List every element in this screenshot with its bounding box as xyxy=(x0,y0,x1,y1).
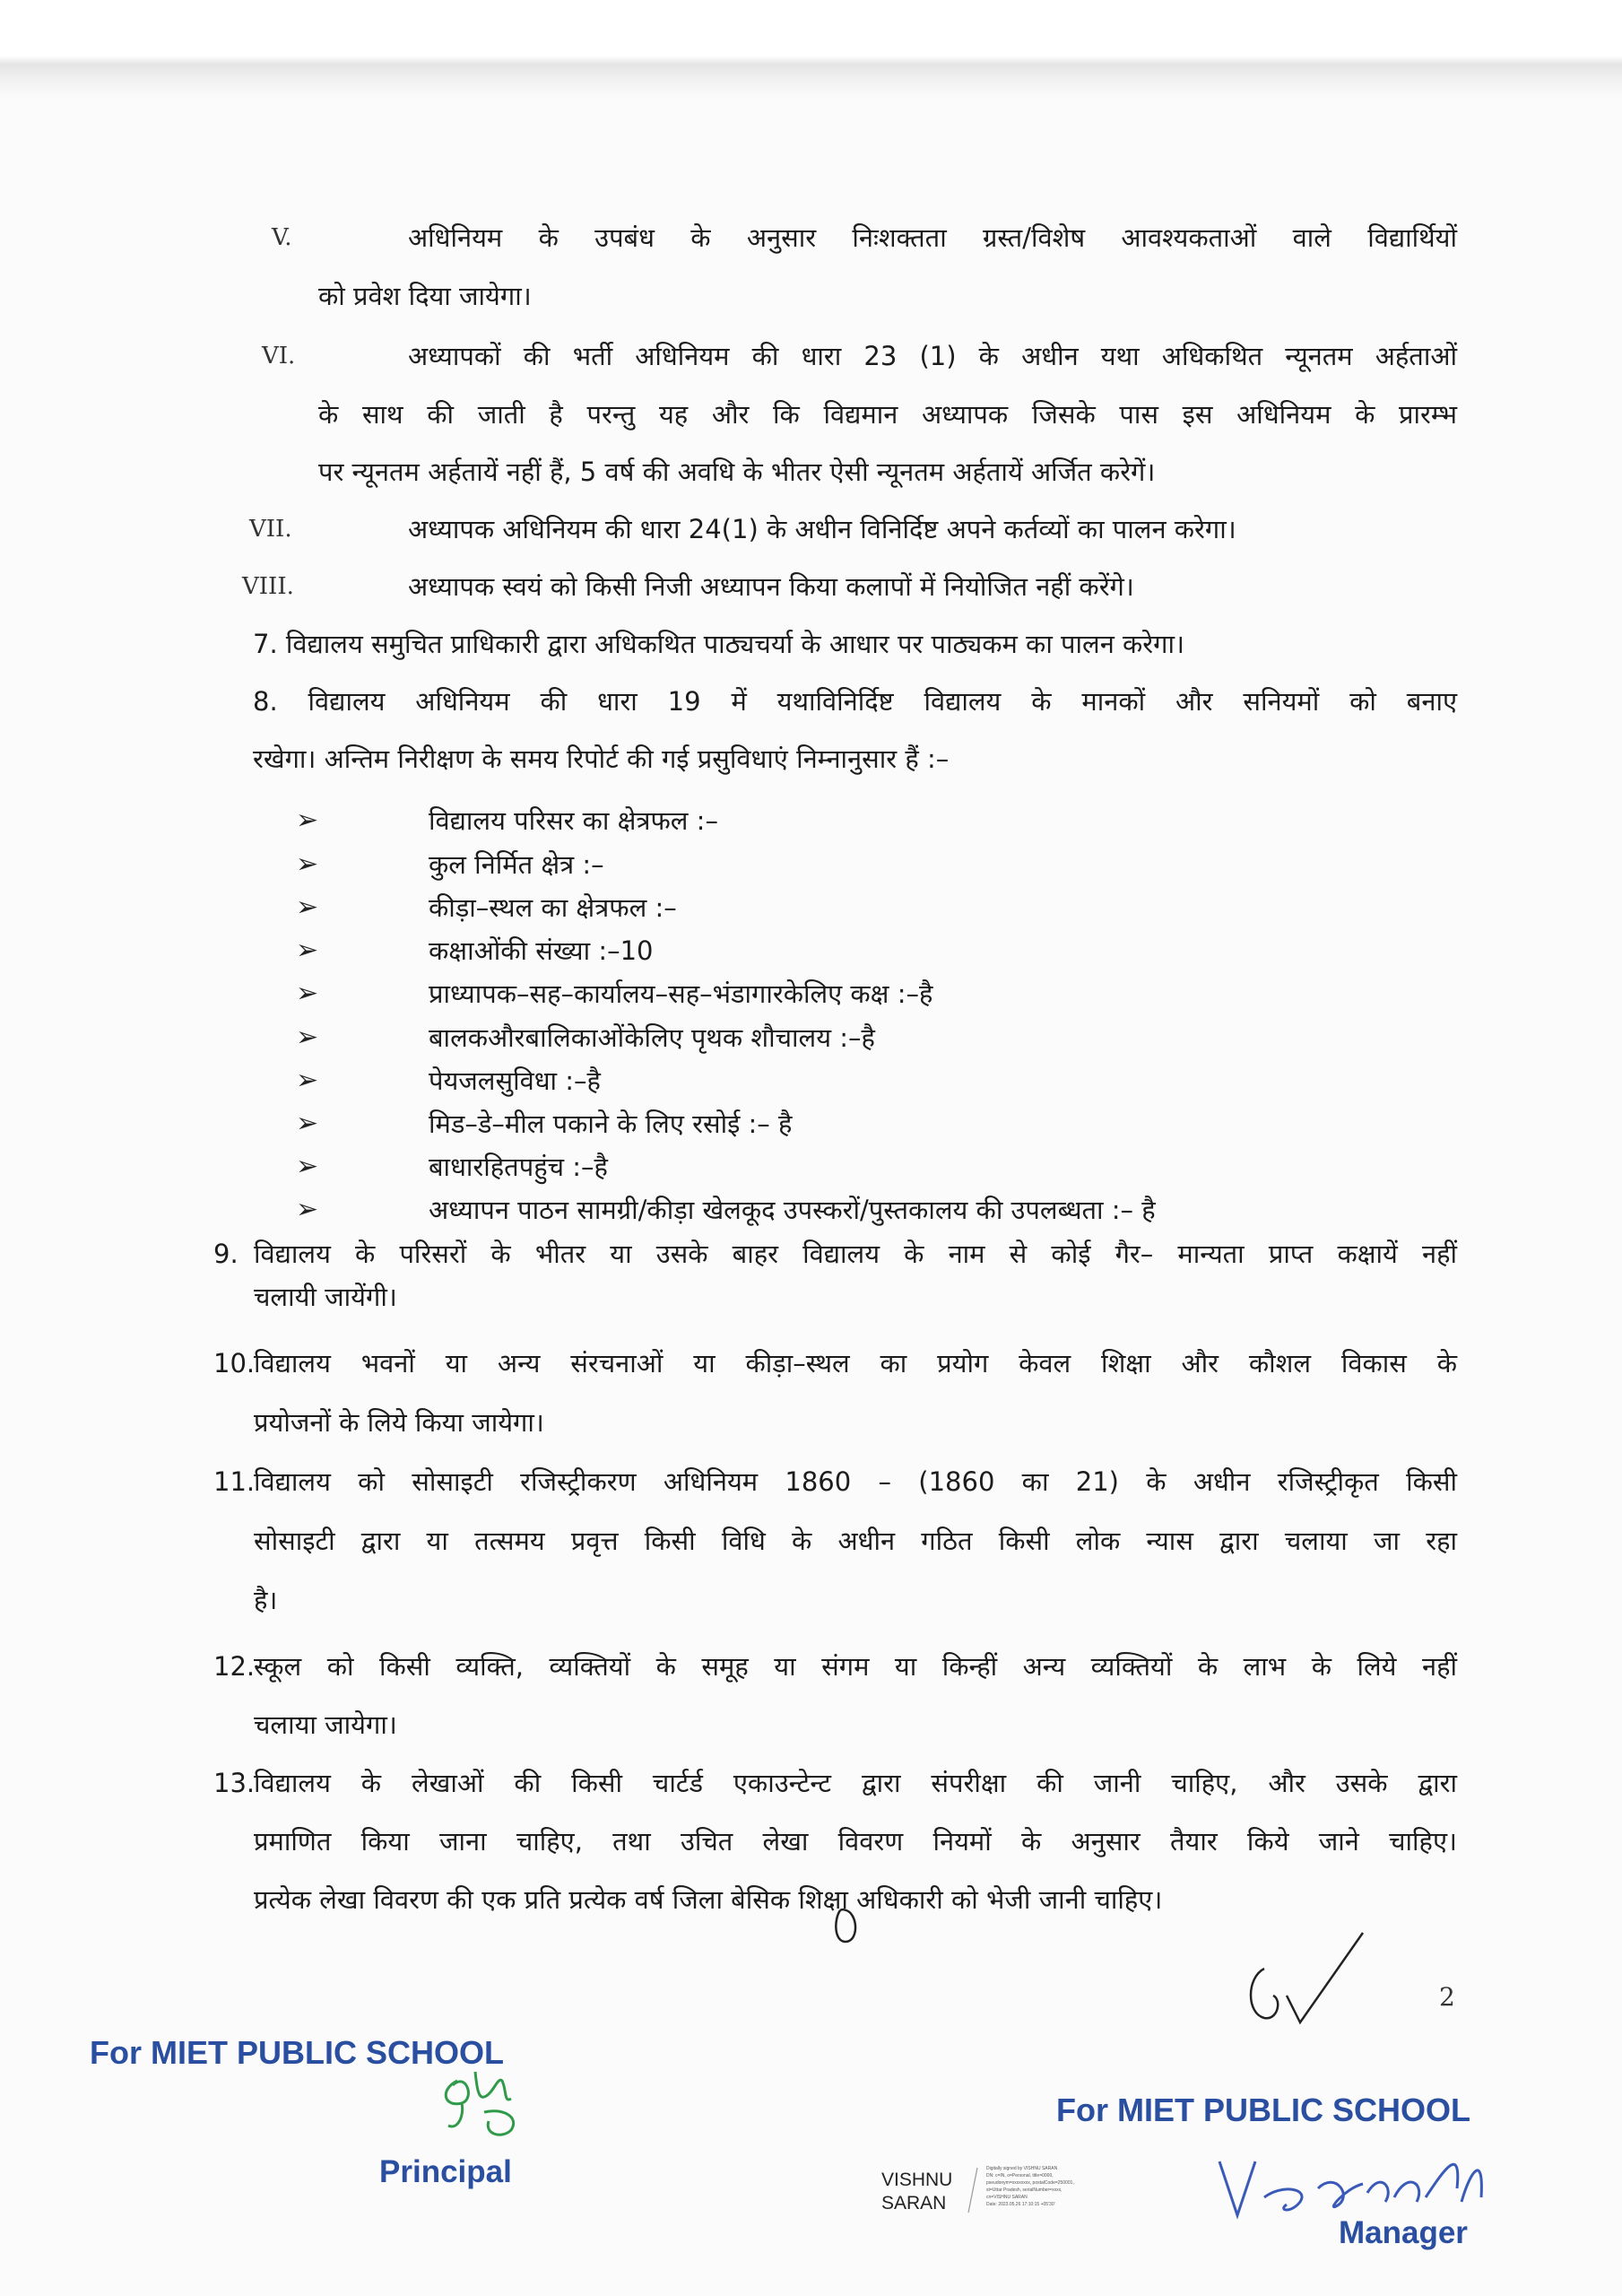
scan-top-shadow xyxy=(0,0,1622,99)
para-number: 13. xyxy=(213,1768,256,1798)
facility-item: कक्षाओंकी संख्या :–10 xyxy=(429,935,654,966)
facility-item: मिड–डे–मील पकाने के लिए रसोई :– है xyxy=(429,1109,793,1139)
facility-item: कुल निर्मित क्षेत्र :– xyxy=(429,849,604,880)
para-text-line: विद्यालय के लेखाओं की किसी चार्टर्ड एकाउन्टेन्ट द्वारा संपरीक्षा की जानी चाहिए, और उसके द्वारा xyxy=(254,1768,1457,1798)
subitem-number: V. xyxy=(272,224,292,251)
digital-signature-divider xyxy=(964,2163,982,2217)
small-mark xyxy=(829,1901,865,1951)
page-number: 2 xyxy=(1439,1982,1455,2012)
para-number: 12. xyxy=(213,1651,256,1682)
subitem-text-line: अधिनियम के उपबंध के अनुसार निःशक्तता ग्रस्त/विशेष आवश्यकताओं वाले विद्यार्थियों xyxy=(408,222,1457,253)
para-text-line: चलाया जायेगा। xyxy=(254,1709,397,1740)
para-text-line: प्रमाणित किया जाना चाहिए, तथा उचित लेखा विवरण नियमों के अनुसार तैयार किये जाने चाहिए। xyxy=(254,1826,1457,1857)
para-text-line: सोसाइटी द्वारा या तत्समय प्रवृत्त किसी विधि के अधीन गठित किसी लोक न्यास द्वारा चलाया जा रहा xyxy=(254,1526,1457,1556)
digital-signature-detail-line: cn=VISHNU SARAN xyxy=(986,2195,1028,2200)
bullet-arrow-icon: ➢ xyxy=(296,1022,319,1053)
subitem-text-line: अध्यापकों की भर्ती अधिनियम की धारा 23 (1) के अधीन यथा अधिकथित न्यूनतम अर्हताओं xyxy=(408,341,1457,371)
facility-item: बालकऔरबालिकाओंकेलिए पृथक शौचालय :–है xyxy=(429,1022,875,1053)
bullet-arrow-icon: ➢ xyxy=(296,935,319,966)
stamp-left-role: Principal xyxy=(379,2154,512,2189)
bullet-arrow-icon: ➢ xyxy=(296,978,319,1009)
subitem-text-line: के साथ की जाती है परन्तु यह और कि विद्यमान अध्यापक जिसके पास इस अधिनियम के प्रारम्भ xyxy=(318,399,1457,430)
bullet-arrow-icon: ➢ xyxy=(296,1194,319,1225)
para-text-line: है। xyxy=(254,1585,278,1615)
digital-signature-detail-line: pseudonym=xxxxxxxx, postalCode=250001, xyxy=(986,2180,1074,2186)
facility-item: प्राध्यापक–सह–कार्यालय–सह–भंडागारकेलिए कक्ष :–है xyxy=(429,978,933,1009)
para-text-line: विद्यालय को सोसाइटी रजिस्ट्रीकरण अधिनियम 1860 – (1860 का 21) के अधीन रजिस्ट्रीकृत किसी xyxy=(254,1466,1457,1497)
para-text-line: प्रत्येक लेखा विवरण की एक प्रति प्रत्येक वर्ष जिला बेसिक शिक्षा अधिकारी को भेजी जानी चाहिए। xyxy=(254,1884,1163,1915)
bullet-arrow-icon: ➢ xyxy=(296,804,319,836)
subitem-number: VI. xyxy=(262,343,296,370)
digital-signature-details xyxy=(986,2165,1092,2208)
facility-item: अध्यापन पाठन सामग्री/कीड़ा खेलकूद उपस्करों/पुस्तकालय की उपलब्धता :– है xyxy=(429,1195,1156,1225)
facility-item: कीड़ा–स्थल का क्षेत्रफल :– xyxy=(429,892,677,923)
para-number: 11. xyxy=(213,1466,256,1497)
stamp-right-org: For MIET PUBLIC SCHOOL xyxy=(1056,2092,1470,2128)
subitem-text-line: अध्यापक अधिनियम की धारा 24(1) के अधीन विनिर्दिष्ट अपने कर्तव्यों का पालन करेगा। xyxy=(408,514,1236,544)
stamp-right-role: Manager xyxy=(1339,2215,1468,2250)
digital-signature-detail-line: st=Uttar Pradesh, serialNumber=xxxx, xyxy=(986,2187,1063,2193)
bullet-arrow-icon: ➢ xyxy=(296,1151,319,1182)
para-text-line: चलायी जायेंगी। xyxy=(254,1282,397,1312)
subitem-text-line: पर न्यूनतम अर्हतायें नहीं हैं, 5 वर्ष की अवधि के भीतर ऐसी न्यूनतम अर्हतायें अर्जित करेगें। xyxy=(318,457,1156,487)
facility-item: बाधारहितपहुंच :–है xyxy=(429,1152,608,1182)
digital-signature-detail-line: Digitally signed by VISHNU SARAN xyxy=(986,2166,1058,2171)
para-8-text-line: रखेगा। अन्तिम निरीक्षण के समय रिपोर्ट की गई प्रसुविधाएं निम्नानुसार हैं :– xyxy=(253,744,950,774)
para-7-text: 7. विद्यालय समुचित प्राधिकारी द्वारा अधिकथित पाठ्यचर्या के आधार पर पाठ्यकम का पालन करेगा। xyxy=(253,629,1184,659)
para-number: 9. xyxy=(213,1239,239,1269)
digital-signature-detail-line: DN: c=IN, o=Personal, title=0000, xyxy=(986,2173,1054,2179)
para-text-line: प्रयोजनों के लिये किया जायेगा। xyxy=(254,1407,544,1438)
bullet-arrow-icon: ➢ xyxy=(296,1065,319,1096)
para-text-line: विद्यालय के परिसरों के भीतर या उसके बाहर विद्यालय के नाम से कोई गैर– मान्यता प्राप्त कक्षायें नहीं xyxy=(254,1239,1457,1269)
facility-item: विद्यालय परिसर का क्षेत्रफल :– xyxy=(429,805,718,836)
bullet-arrow-icon: ➢ xyxy=(296,891,319,923)
bullet-arrow-icon: ➢ xyxy=(296,848,319,880)
subitem-number: VIII. xyxy=(242,573,294,600)
para-number: 10. xyxy=(213,1348,256,1378)
subitem-text-line: को प्रवेश दिया जायेगा। xyxy=(318,281,532,311)
digital-signature-name: VISHNU SARAN xyxy=(881,2170,953,2213)
digital-signature-detail-line: Date: 2023.05.26 17:10:15 +05'30' xyxy=(986,2202,1055,2207)
para-text-line: विद्यालय भवनों या अन्य संरचनाओं या कीड़ा–स्थल का प्रयोग केवल शिक्षा और कौशल विकास के xyxy=(254,1348,1457,1378)
principal-signature xyxy=(421,2054,538,2144)
subitem-text-line: अध्यापक स्वयं को किसी निजी अध्यापन किया कलापों में नियोजित नहीं करेंगे। xyxy=(408,571,1134,602)
initials-signature xyxy=(1237,1915,1381,2040)
facility-item: पेयजलसुविधा :–है xyxy=(429,1065,601,1096)
bullet-arrow-icon: ➢ xyxy=(296,1108,319,1139)
para-text-line: स्कूल को किसी व्यक्ति, व्यक्तियों के समूह या संगम या किन्हीं अन्य व्यक्तियों के लाभ के लिये नहीं xyxy=(254,1651,1457,1682)
subitem-number: VII. xyxy=(249,516,292,543)
stamp-left-org: For MIET PUBLIC SCHOOL xyxy=(90,2034,504,2071)
para-8-text-line: 8. विद्यालय अधिनियम की धारा 19 में यथाविनिर्दिष्ट विद्यालय के मानकों और सनियमों को बनाए xyxy=(253,686,1457,717)
